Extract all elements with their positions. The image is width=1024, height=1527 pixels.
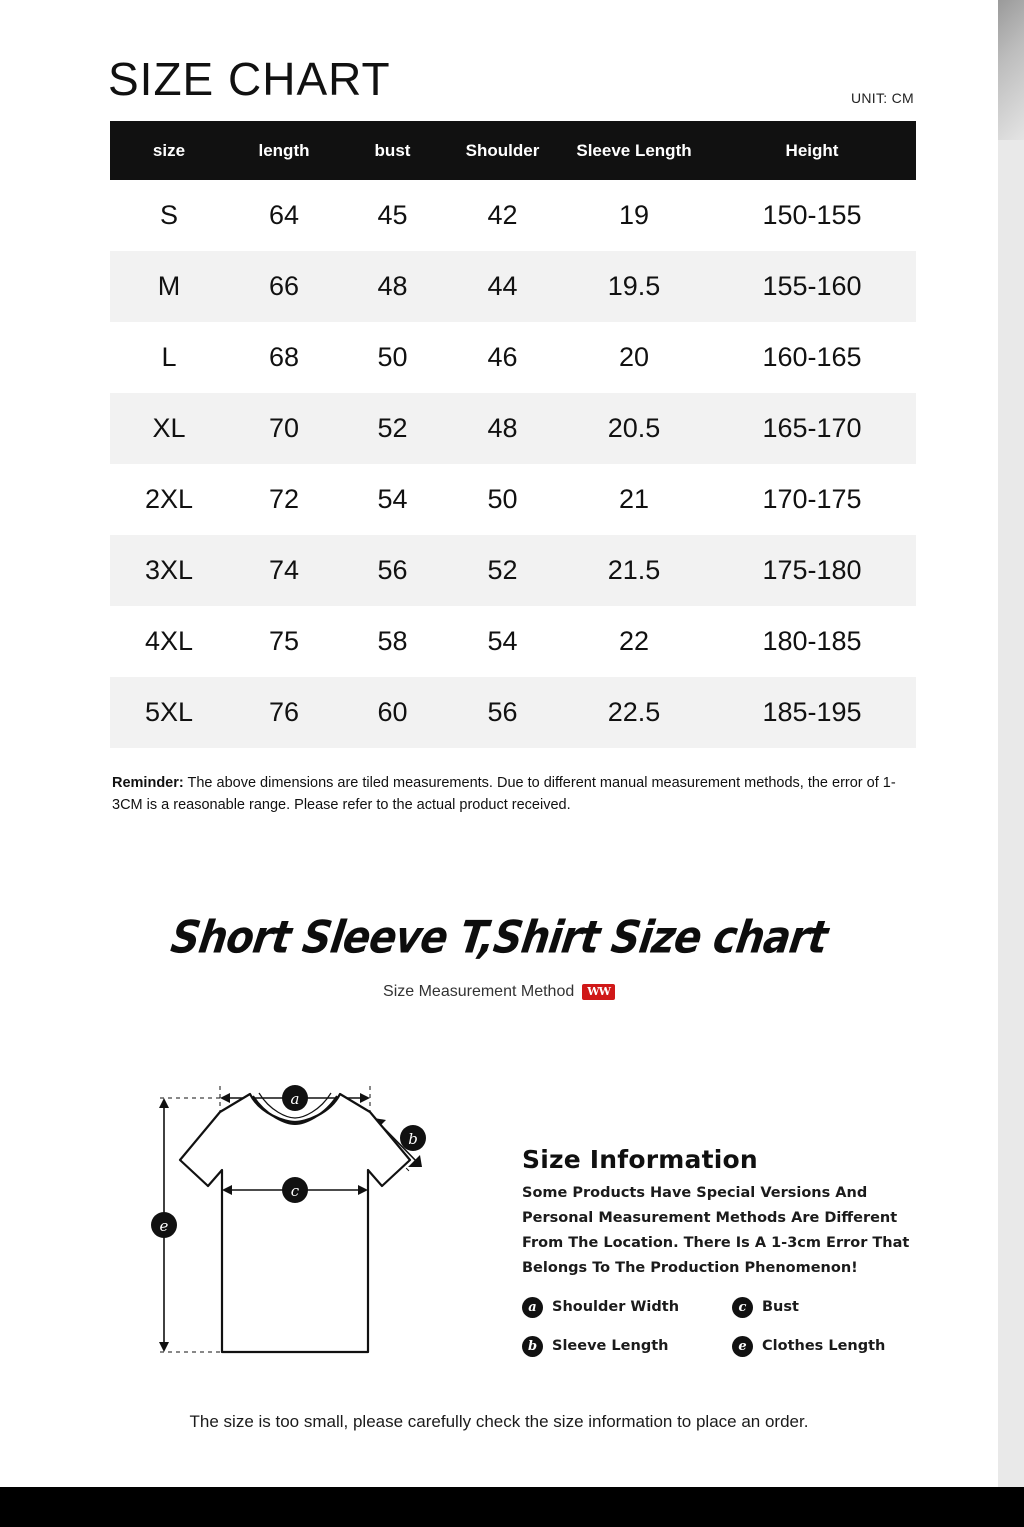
cell-bust: 52 [340, 393, 445, 464]
table-row [110, 677, 916, 748]
cell-height: 180-185 [708, 606, 916, 677]
cell-length: 70 [228, 393, 340, 464]
cell-size: 5XL [110, 677, 228, 748]
cell-shoulder: 52 [445, 535, 560, 606]
table-row [110, 251, 916, 322]
marker-b-label: b [408, 1130, 418, 1148]
column-header-sleeve-length: Sleeve Length [560, 121, 708, 180]
cell-shoulder: 48 [445, 393, 560, 464]
cell-height: 150-155 [708, 180, 916, 251]
cell-length: 68 [228, 322, 340, 393]
table-row [110, 464, 916, 535]
unit-label: UNIT: CM [850, 90, 914, 106]
cell-height: 165-170 [708, 393, 916, 464]
table-row [110, 393, 916, 464]
cell-bust: 56 [340, 535, 445, 606]
legend-label: Clothes Length [762, 1338, 886, 1355]
cell-length: 72 [228, 464, 340, 535]
cell-shoulder: 50 [445, 464, 560, 535]
table-row [110, 180, 916, 251]
size-information-block [522, 1145, 912, 1357]
cell-height: 170-175 [708, 464, 916, 535]
cell-size: 3XL [110, 535, 228, 606]
cell-size: S [110, 180, 228, 251]
marker-b-icon: b [522, 1336, 543, 1357]
table-row [110, 322, 916, 393]
banner [0, 912, 998, 1001]
cell-sleeve-length: 20 [560, 322, 708, 393]
cell-shoulder: 42 [445, 180, 560, 251]
legend-label: Shoulder Width [552, 1299, 680, 1316]
size-information-title: Size Information [522, 1145, 758, 1174]
cell-height: 155-160 [708, 251, 916, 322]
column-header-shoulder: Shoulder [445, 121, 560, 180]
cell-shoulder: 44 [445, 251, 560, 322]
cell-bust: 58 [340, 606, 445, 677]
cell-height: 160-165 [708, 322, 916, 393]
marker-e-label: e [159, 1217, 169, 1235]
size-table [110, 121, 916, 748]
page-title: SIZE CHART [108, 53, 391, 105]
cell-size: 2XL [110, 464, 228, 535]
ww-logo-icon: WW [582, 984, 615, 1000]
footnote: The size is too small, please carefully check the size information to place an order. [189, 1412, 809, 1431]
tshirt-measurement-illustration [120, 1060, 480, 1380]
marker-e-icon: e [732, 1336, 753, 1357]
cell-length: 76 [228, 677, 340, 748]
cell-length: 66 [228, 251, 340, 322]
cell-size: M [110, 251, 228, 322]
column-header-bust: bust [340, 121, 445, 180]
cell-bust: 45 [340, 180, 445, 251]
cell-height: 185-195 [708, 677, 916, 748]
table-row [110, 606, 916, 677]
cell-sleeve-length: 19.5 [560, 251, 708, 322]
cell-bust: 48 [340, 251, 445, 322]
marker-a-icon: a [522, 1297, 543, 1318]
cell-shoulder: 56 [445, 677, 560, 748]
reminder-text: The above dimensions are tiled measurements. Due to different manual measurement methods, the error of 1-3CM is a reasonable range. Please refer to the actual product received. [112, 775, 896, 814]
cell-size: 4XL [110, 606, 228, 677]
tshirt-diagram [120, 1060, 480, 1380]
cell-sleeve-length: 22.5 [560, 677, 708, 748]
reminder-label: Reminder: [112, 775, 184, 791]
cell-bust: 50 [340, 322, 445, 393]
cell-bust: 54 [340, 464, 445, 535]
cell-shoulder: 46 [445, 322, 560, 393]
cell-sleeve-length: 19 [560, 180, 708, 251]
column-header-size: size [110, 121, 228, 180]
banner-title: Short Sleeve T,Shirt Size chart [167, 912, 831, 964]
size-information-body: Some Products Have Special Versions And Personal Measurement Methods Are Different From The Location. There Is A 1-3cm Error That Belongs To The Production Phenomenon! [522, 1185, 910, 1276]
cell-sleeve-length: 21.5 [560, 535, 708, 606]
page-corner-fold [998, 0, 1024, 140]
cell-sleeve-length: 22 [560, 606, 708, 677]
cell-size: L [110, 322, 228, 393]
cell-bust: 60 [340, 677, 445, 748]
measurement-legend [522, 1297, 912, 1357]
bottom-black-bar [0, 1487, 1024, 1527]
marker-a-label: a [290, 1090, 300, 1108]
cell-length: 75 [228, 606, 340, 677]
table-header-row [110, 121, 916, 180]
table-row [110, 535, 916, 606]
legend-item-sleeve-length [522, 1336, 732, 1357]
cell-height: 175-180 [708, 535, 916, 606]
cell-size: XL [110, 393, 228, 464]
cell-sleeve-length: 20.5 [560, 393, 708, 464]
legend-item-bust [732, 1297, 912, 1318]
column-header-length: length [228, 121, 340, 180]
cell-length: 64 [228, 180, 340, 251]
legend-item-clothes-length [732, 1336, 912, 1357]
legend-item-shoulder-width [522, 1297, 732, 1318]
reminder-note [112, 772, 902, 817]
column-header-height: Height [708, 121, 916, 180]
cell-length: 74 [228, 535, 340, 606]
marker-c-icon: c [732, 1297, 753, 1318]
banner-subtitle-row [383, 983, 615, 1001]
legend-label: Sleeve Length [552, 1338, 669, 1355]
cell-sleeve-length: 21 [560, 464, 708, 535]
cell-shoulder: 54 [445, 606, 560, 677]
marker-c-label: c [290, 1182, 300, 1200]
banner-subtitle: Size Measurement Method [383, 983, 575, 1000]
chart-header [0, 52, 998, 122]
page-edge-strip [998, 0, 1024, 1527]
legend-label: Bust [762, 1299, 799, 1316]
